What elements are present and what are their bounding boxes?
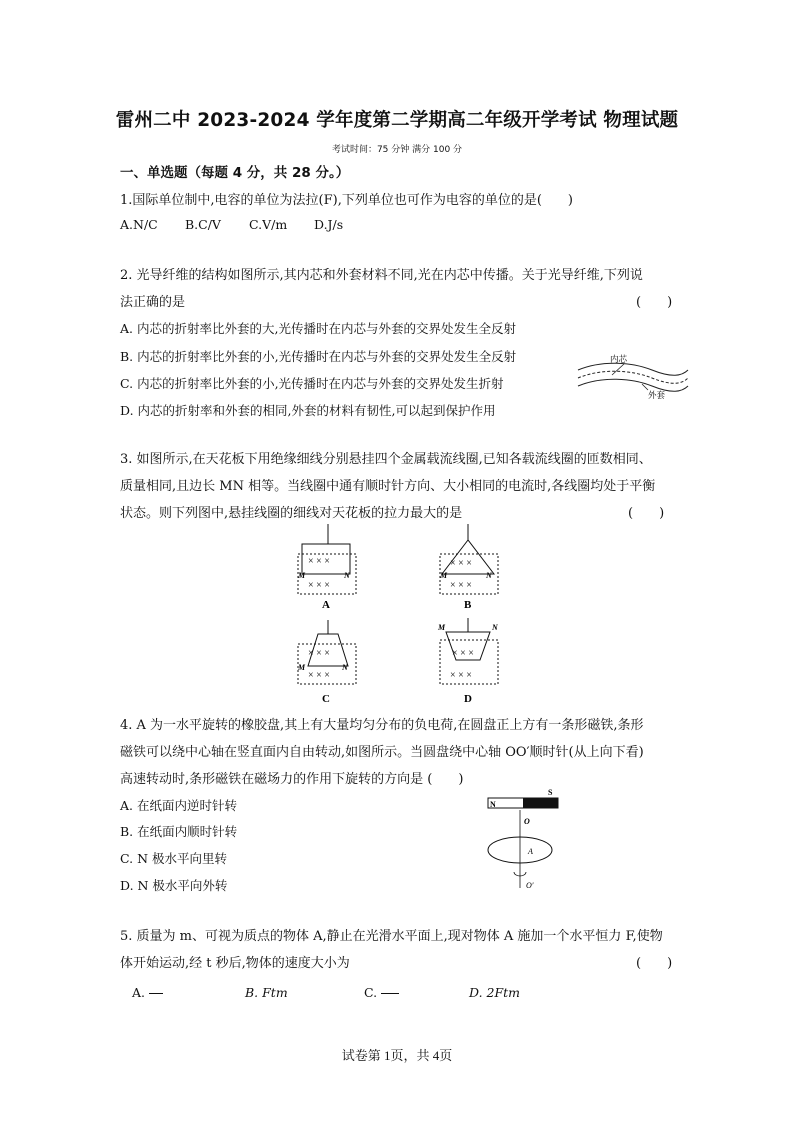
field-crosses: × × ×: [308, 556, 330, 567]
q4-option-b: B. 在纸面内顺时针转: [120, 824, 238, 839]
q1-stem: 1.国际单位制中,电容的单位为法拉(F),下列单位也可作为电容的单位的是( ): [120, 193, 573, 208]
q5-option-c-label: C.: [364, 985, 378, 1000]
field-crosses: × × ×: [452, 648, 474, 659]
q5-option-a: [132, 985, 163, 1000]
optical-fiber-figure: [572, 348, 692, 404]
coil-figure-a: [297, 524, 356, 611]
label-o-prime: O′: [526, 881, 534, 890]
field-crosses: × × ×: [308, 580, 330, 591]
q2-option-d: D. 内芯的折射率和外套的相同,外套的材料有韧性,可以起到保护作用: [120, 403, 496, 418]
q3-answer-paren: ( ): [628, 506, 665, 521]
q5-answer-paren: ( ): [636, 956, 673, 971]
field-crosses: × × ×: [308, 670, 330, 681]
q2-option-b: B. 内芯的折射率比外套的小,光传播时在内芯与外套的交界处发生全反射: [120, 349, 517, 364]
coil-figure-b: [439, 524, 498, 611]
q5-option-b: B. Ftm: [245, 985, 288, 1000]
exam-title: 雷州二中 2023-2024 学年度第二学期高二年级开学考试 物理试题: [115, 110, 679, 131]
figure-label-a: A: [322, 599, 330, 611]
q5-stem-line2: 体开始运动,经 t 秒后,物体的速度大小为: [120, 956, 350, 971]
magnet-s-pole: [523, 798, 558, 808]
q2-answer-paren: ( ): [636, 295, 673, 310]
q2-stem-line2: 法正确的是: [120, 295, 186, 310]
q5-option-c: [364, 985, 399, 1000]
q5-option-a-label: A.: [132, 985, 146, 1000]
q2-stem-line1: 2. 光导纤维的结构如图所示,其内芯和外套材料不同,光在内芯中传播。关于光导纤维,下列说: [120, 268, 643, 283]
q1-option-b: B.C/V: [185, 217, 221, 232]
magnet-disk-figure: [480, 784, 570, 896]
q4-stem-line1: 4. A 为一水平旋转的橡胶盘,其上有大量均匀分布的负电荷,在圆盘正上方有一条形磁铁,条形: [120, 718, 644, 733]
figure-label-d: D: [464, 693, 472, 705]
q2-option-a: A. 内芯的折射率比外套的大,光传播时在内芯与外套的交界处发生全反射: [120, 321, 516, 336]
q3-stem-line2: 质量相同,且边长 MN 相等。当线圈中通有顺时针方向、大小相同的电流时,各线圈均处于平衡: [120, 479, 656, 494]
label-n: N: [492, 623, 498, 632]
q5-stem-line1: 5. 质量为 m、可视为质点的物体 A,静止在光滑水平面上,现对物体 A 施加一个水平恒力 F,使物: [120, 929, 663, 944]
page-footer: 试卷第 1页，共 4页: [341, 1048, 453, 1063]
coil-figures: [290, 520, 510, 705]
q4-option-d: D. N 极水平向外转: [120, 878, 228, 893]
label-m: M: [298, 663, 306, 672]
label-n: N: [486, 571, 492, 580]
fiber-outer-label: 外套: [648, 390, 666, 400]
fiber-inner-label: 内芯: [610, 354, 628, 364]
fraction-bar: [381, 993, 399, 994]
field-crosses: × × ×: [450, 580, 472, 591]
q3-stem-line1: 3. 如图所示,在天花板下用绝缘细线分别悬挂四个金属载流线圈,已知各载流线圈的匝数相同、: [120, 452, 652, 467]
label-n: N: [342, 663, 348, 672]
q1-option-a: A.N/C: [120, 217, 158, 232]
label-m: M: [440, 571, 448, 580]
field-crosses: × × ×: [450, 558, 472, 569]
figure-label-b: B: [464, 599, 472, 611]
label-n-pole: N: [490, 800, 496, 809]
q1-option-c: C.V/m: [249, 217, 288, 232]
label-a: A: [528, 847, 533, 856]
fraction-bar: [149, 993, 163, 994]
coil-figure-d: [437, 618, 499, 705]
section-heading: 一、单选题（每题 4 分，共 28 分。）: [120, 165, 350, 181]
label-s-pole: S: [548, 788, 553, 797]
q4-stem-line2: 磁铁可以绕中心轴在竖直面内自由转动,如图所示。当圆盘绕中心轴 OO′顺时针(从上向下看): [120, 745, 644, 760]
q4-option-a: A. 在纸面内逆时针转: [120, 798, 237, 813]
q4-option-c: C. N 极水平向里转: [120, 851, 227, 866]
label-m: M: [298, 571, 306, 580]
q4-stem-line3: 高速转动时,条形磁铁在磁场力的作用下旋转的方向是 ( ): [120, 772, 464, 787]
label-m: M: [438, 623, 446, 632]
exam-info: 考试时间：75 分钟 满分 100 分: [331, 145, 463, 155]
q1-option-d: D.J/s: [314, 217, 344, 232]
coil-figure-c: [297, 620, 356, 705]
q2-option-c: C. 内芯的折射率比外套的小,光传播时在内芯与外套的交界处发生折射: [120, 376, 504, 391]
figure-label-c: C: [322, 693, 330, 705]
label-o: O: [524, 817, 530, 826]
q3-stem-line3: 状态。则下列图中,悬挂线圈的细线对天花板的拉力最大的是: [120, 506, 463, 521]
label-n: N: [344, 571, 350, 580]
field-crosses: × × ×: [450, 670, 472, 681]
field-crosses: × × ×: [308, 648, 330, 659]
q5-option-d: D. 2Ftm: [469, 985, 521, 1000]
